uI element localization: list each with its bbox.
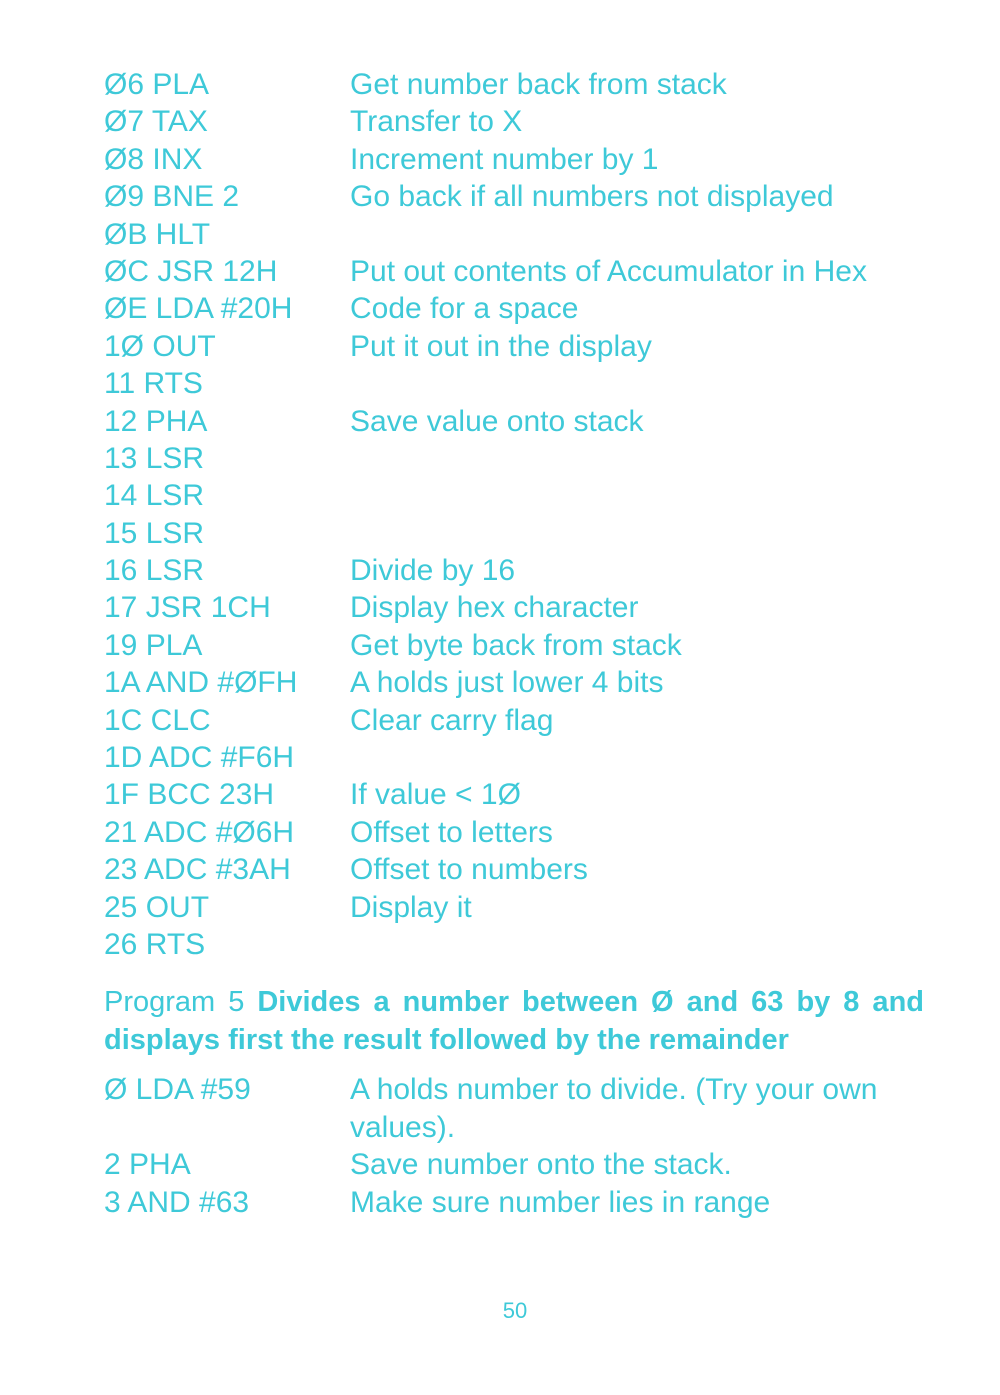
comment: Transfer to X [350, 105, 523, 139]
instruction: 1C CLC [104, 703, 211, 737]
comment: Display hex character [350, 591, 639, 625]
listing-line [104, 552, 934, 589]
comment [350, 216, 934, 253]
program-label: Program 5 [104, 986, 258, 1019]
instruction: 19 PLA [104, 628, 203, 662]
instruction: 1F BCC 23H [104, 778, 275, 812]
listing-line [104, 739, 934, 776]
comment: Go back if all numbers not displayed [350, 180, 834, 214]
listing-line [104, 403, 934, 440]
listing-line [104, 776, 934, 813]
listing-line [104, 365, 934, 402]
listing-line [104, 103, 934, 140]
listing-line [104, 926, 934, 963]
instruction: 15 LSR [104, 516, 205, 550]
comment: Display it [350, 890, 472, 924]
listing-line [104, 440, 934, 477]
listing-line [104, 141, 934, 178]
comment [350, 477, 934, 514]
comment [350, 739, 934, 776]
comment: If value < 1Ø [350, 778, 521, 812]
comment: Divide by 16 [350, 554, 516, 588]
instruction: Ø LDA #59 [104, 1073, 251, 1107]
listing-line [104, 1146, 934, 1183]
comment: Get number back from stack [350, 68, 727, 101]
comment: Clear carry flag [350, 703, 554, 737]
instruction: 21 ADC #Ø6H [104, 815, 295, 849]
instruction: 25 OUT [104, 890, 210, 924]
listing-line [104, 702, 934, 739]
instruction: 3 AND #63 [104, 1185, 250, 1219]
comment: Save number onto the stack. [350, 1148, 732, 1182]
instruction: ØE LDA #20H [104, 292, 293, 326]
comment: Increment number by 1 [350, 142, 659, 176]
instruction: 11 RTS [104, 367, 203, 401]
instruction: 1A AND #ØFH [104, 666, 298, 700]
comment: A holds just lower 4 bits [350, 666, 664, 700]
listing-bottom [104, 1071, 934, 1221]
instruction: 13 LSR [104, 441, 205, 475]
instruction: 1Ø OUT [104, 329, 216, 363]
instruction: Ø8 INX [104, 142, 203, 176]
listing-line [104, 66, 934, 103]
listing-line [104, 814, 934, 851]
comment [350, 365, 934, 402]
comment [350, 440, 934, 477]
comment: Put out contents of Accumulator in Hex [350, 254, 867, 288]
listing-line [104, 627, 934, 664]
comment: Save value onto stack [350, 404, 644, 438]
instruction: 12 PHA [104, 404, 208, 438]
listing-line [104, 889, 934, 926]
listing-line [104, 851, 934, 888]
listing-line [104, 1184, 934, 1221]
listing-line [104, 178, 934, 215]
comment: Offset to numbers [350, 853, 588, 887]
listing-line [104, 664, 934, 701]
listing-line [104, 515, 934, 552]
program-description: Divides a number between Ø and 63 by 8 and displays first the result followed by the remainder [104, 986, 924, 1057]
comment: Get byte back from stack [350, 628, 682, 662]
listing-line [104, 589, 934, 626]
program-heading [104, 983, 924, 1059]
listing-line [104, 290, 934, 327]
comment: Make sure number lies in range [350, 1185, 771, 1219]
instruction: 17 JSR 1CH [104, 591, 271, 625]
comment [350, 926, 934, 963]
instruction: 2 PHA [104, 1148, 191, 1182]
instruction: 26 RTS [104, 927, 206, 961]
instruction: ØB HLT [104, 217, 211, 251]
comment: Offset to letters [350, 815, 553, 849]
page-number: 50 [502, 1298, 528, 1323]
instruction: 23 ADC #3AH [104, 853, 291, 887]
listing-line [104, 1071, 934, 1146]
book-page [104, 66, 934, 1221]
instruction: Ø7 TAX [104, 105, 208, 139]
listing-top [104, 66, 934, 963]
instruction: ØC JSR 12H [104, 254, 278, 288]
listing-line [104, 216, 934, 253]
listing-line [104, 328, 934, 365]
comment: Code for a space [350, 292, 579, 326]
listing-line [104, 477, 934, 514]
instruction: Ø9 BNE 2 [104, 180, 240, 214]
comment [350, 515, 934, 552]
instruction: 14 LSR [104, 479, 205, 513]
instruction: 1D ADC #F6H [104, 741, 295, 775]
instruction: 16 LSR [104, 554, 205, 588]
listing-line [104, 253, 934, 290]
comment: Put it out in the display [350, 329, 652, 363]
comment: A holds number to divide. (Try your own values). [350, 1073, 878, 1144]
instruction: Ø6 PLA [104, 68, 210, 101]
